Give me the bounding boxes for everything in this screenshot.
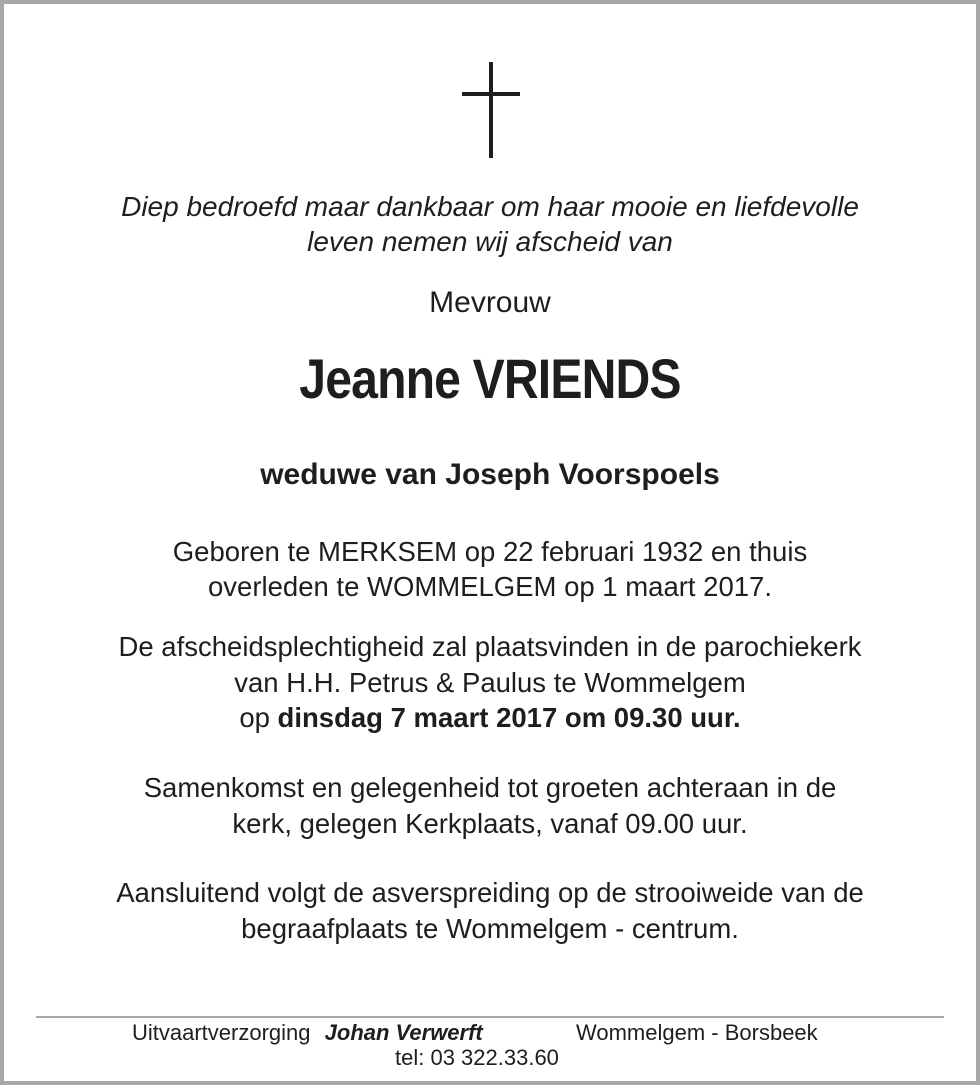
salutation: Mevrouw bbox=[429, 286, 551, 319]
intro-line-2: leven nemen wij afscheid van bbox=[307, 226, 673, 257]
footer-divider bbox=[36, 1016, 944, 1018]
footer-company: Johan Verwerft bbox=[324, 1020, 483, 1045]
scattering-line-1: Aansluitend volgt de asverspreiding op de strooiweide van de bbox=[116, 877, 864, 908]
ceremony-prefix: op bbox=[239, 702, 270, 733]
intro-line-1: Diep bedroefd maar dankbaar om haar mooie en liefdevolle bbox=[121, 191, 859, 222]
birth-line-1: Geboren te MERKSEM op 22 februari 1932 en thuis bbox=[172, 536, 808, 567]
ceremony-date-time: dinsdag 7 maart 2017 om 09.30 uur. bbox=[277, 702, 741, 733]
scattering-line-2: begraafplaats te Wommelgem - centrum. bbox=[241, 913, 739, 944]
footer-label: Uitvaartverzorging bbox=[132, 1020, 311, 1045]
footer-location: Wommelgem - Borsbeek bbox=[576, 1020, 818, 1045]
footer-phone: tel: 03 322.33.60 bbox=[395, 1045, 559, 1070]
footer-funeral-home bbox=[132, 1020, 483, 1046]
gathering-line-2: kerk, gelegen Kerkplaats, vanaf 09.00 uur. bbox=[232, 808, 748, 839]
gathering-line-1: Samenkomst en gelegenheid tot groeten achteraan in de bbox=[143, 772, 837, 803]
deceased-relation: weduwe van Joseph Voorspoels bbox=[260, 458, 720, 491]
ceremony-line-3 bbox=[0, 701, 980, 735]
deceased-name: Jeanne VRIENDS bbox=[299, 347, 681, 410]
cross-icon bbox=[462, 62, 520, 158]
birth-line-2: overleden te WOMMELGEM op 1 maart 2017. bbox=[208, 571, 772, 602]
ceremony-line-1: De afscheidsplechtigheid zal plaatsvinden in de parochiekerk bbox=[118, 631, 862, 662]
ceremony-line-2: van H.H. Petrus & Paulus te Wommelgem bbox=[234, 667, 746, 698]
